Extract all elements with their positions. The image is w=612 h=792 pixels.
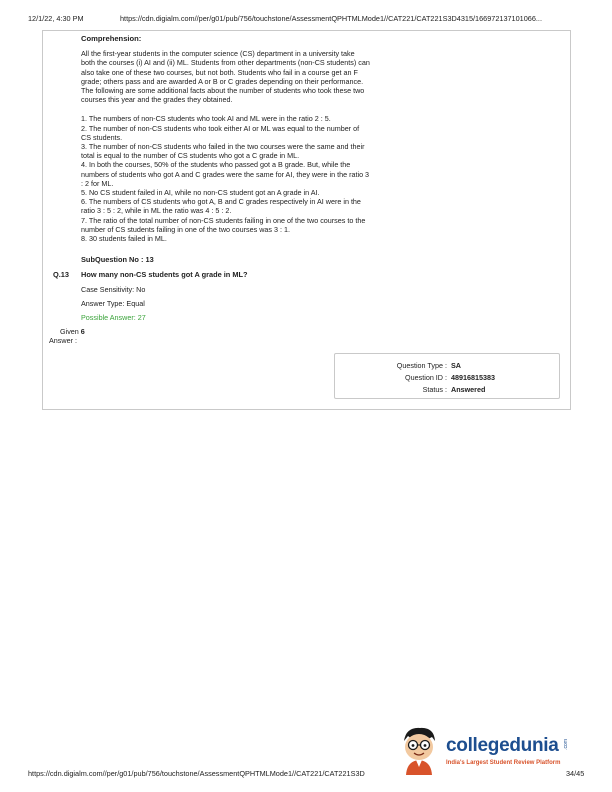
print-header-url: https://cdn.digialm.com//per/g01/pub/756/touchstone/AssessmentQPHTMLMode1//CAT221/CAT221S3D4315/166972137101066...	[120, 14, 542, 23]
fact-line: 7. The ratio of the total number of non-CS students failing in one of the two courses to the	[81, 215, 366, 225]
answer-label: Answer :	[49, 336, 77, 345]
status-value: Answered	[451, 385, 486, 394]
paragraph-line: also take one of these two courses, but not both. Students who fail in a course get an F	[81, 67, 358, 77]
question-id-label: Question ID	[405, 373, 443, 382]
question-id-value: 48916815383	[451, 373, 495, 382]
fact-line: : 2 for ML.	[81, 178, 114, 188]
fact-line: numbers of students who got A and C grades were the same for AI, they were in the ratio 3	[81, 169, 370, 179]
question-type-value: SA	[451, 361, 461, 370]
logo-wordmark: collegedunia	[446, 735, 559, 756]
fact-line: 6. The numbers of CS students who got A, B and C grades respectively in AI were in the	[81, 197, 361, 207]
fact-line: 1. The numbers of non-CS students who took AI and ML were in the ratio 2 : 5.	[81, 114, 331, 124]
comprehension-title: Comprehension:	[81, 34, 142, 43]
page-number: 34/45	[566, 769, 585, 778]
fact-line: number of CS students failing in one of the two courses was 3 : 1.	[81, 224, 290, 234]
logo-dotcom: .com	[563, 739, 569, 750]
facts-list	[81, 114, 411, 243]
given-label: Given	[60, 327, 79, 336]
fact-line: total is equal to the number of CS students who got a C grade in ML.	[81, 151, 300, 161]
case-sensitivity: Case Sensitivity: No	[81, 285, 146, 294]
paragraph-line: The following are some additional facts about the number of students who took these two	[81, 86, 365, 96]
separator: :	[445, 361, 447, 370]
fact-line: 4. In both the courses, 50% of the students who passed got a B grade. But, while the	[81, 160, 351, 170]
question-number: Q.13	[53, 270, 70, 279]
paragraph-line: courses this year and the grades they obtained.	[81, 95, 233, 105]
paragraph-line: both the courses (i) AI and (ii) ML. Students from other departments (non-CS students) can	[81, 58, 370, 68]
separator: :	[445, 373, 447, 382]
question-type-label: Question Type	[396, 361, 443, 370]
mascot-icon	[394, 723, 444, 775]
comprehension-section	[81, 34, 411, 243]
comprehension-paragraph	[81, 49, 411, 104]
fact-line: 3. The number of non-CS students who failed in the two courses were the same and their	[81, 142, 365, 152]
fact-line: 5. No CS student failed in AI, while no non-CS student got an A grade in AI.	[81, 188, 320, 198]
given-value: 6	[80, 327, 85, 336]
possible-answer: Possible Answer: 27	[81, 313, 146, 322]
print-footer-url: https://cdn.digialm.com//per/g01/pub/756/touchstone/AssessmentQPHTMLMode1//CAT221/CAT221S3D	[28, 769, 365, 778]
fact-line: 2. The number of non-CS students who took either AI or ML was equal to the number of	[81, 123, 360, 133]
given-answer	[60, 327, 85, 336]
question-info-box	[334, 353, 560, 399]
status-label: Status	[422, 385, 443, 394]
paragraph-line: grade; others pass and are awarded A or B or C grades depending on their performance.	[81, 76, 364, 86]
separator: :	[445, 385, 447, 394]
answer-type: Answer Type: Equal	[81, 299, 145, 308]
subquestion-number: SubQuestion No : 13	[81, 255, 154, 264]
paragraph-line: All the first-year students in the computer science (CS) department in a university take	[81, 49, 355, 59]
fact-line: 8. 30 students failed in ML.	[81, 234, 167, 244]
question-text: How many non-CS students got A grade in ML?	[81, 270, 248, 279]
logo-tagline: India's Largest Student Review Platform	[446, 760, 561, 766]
fact-line: ratio 3 : 5 : 2, while in ML the ratio was 4 : 5 : 2.	[81, 206, 232, 216]
fact-line: CS students.	[81, 132, 123, 142]
print-datetime: 12/1/22, 4:30 PM	[28, 14, 84, 23]
collegedunia-logo	[394, 723, 576, 775]
